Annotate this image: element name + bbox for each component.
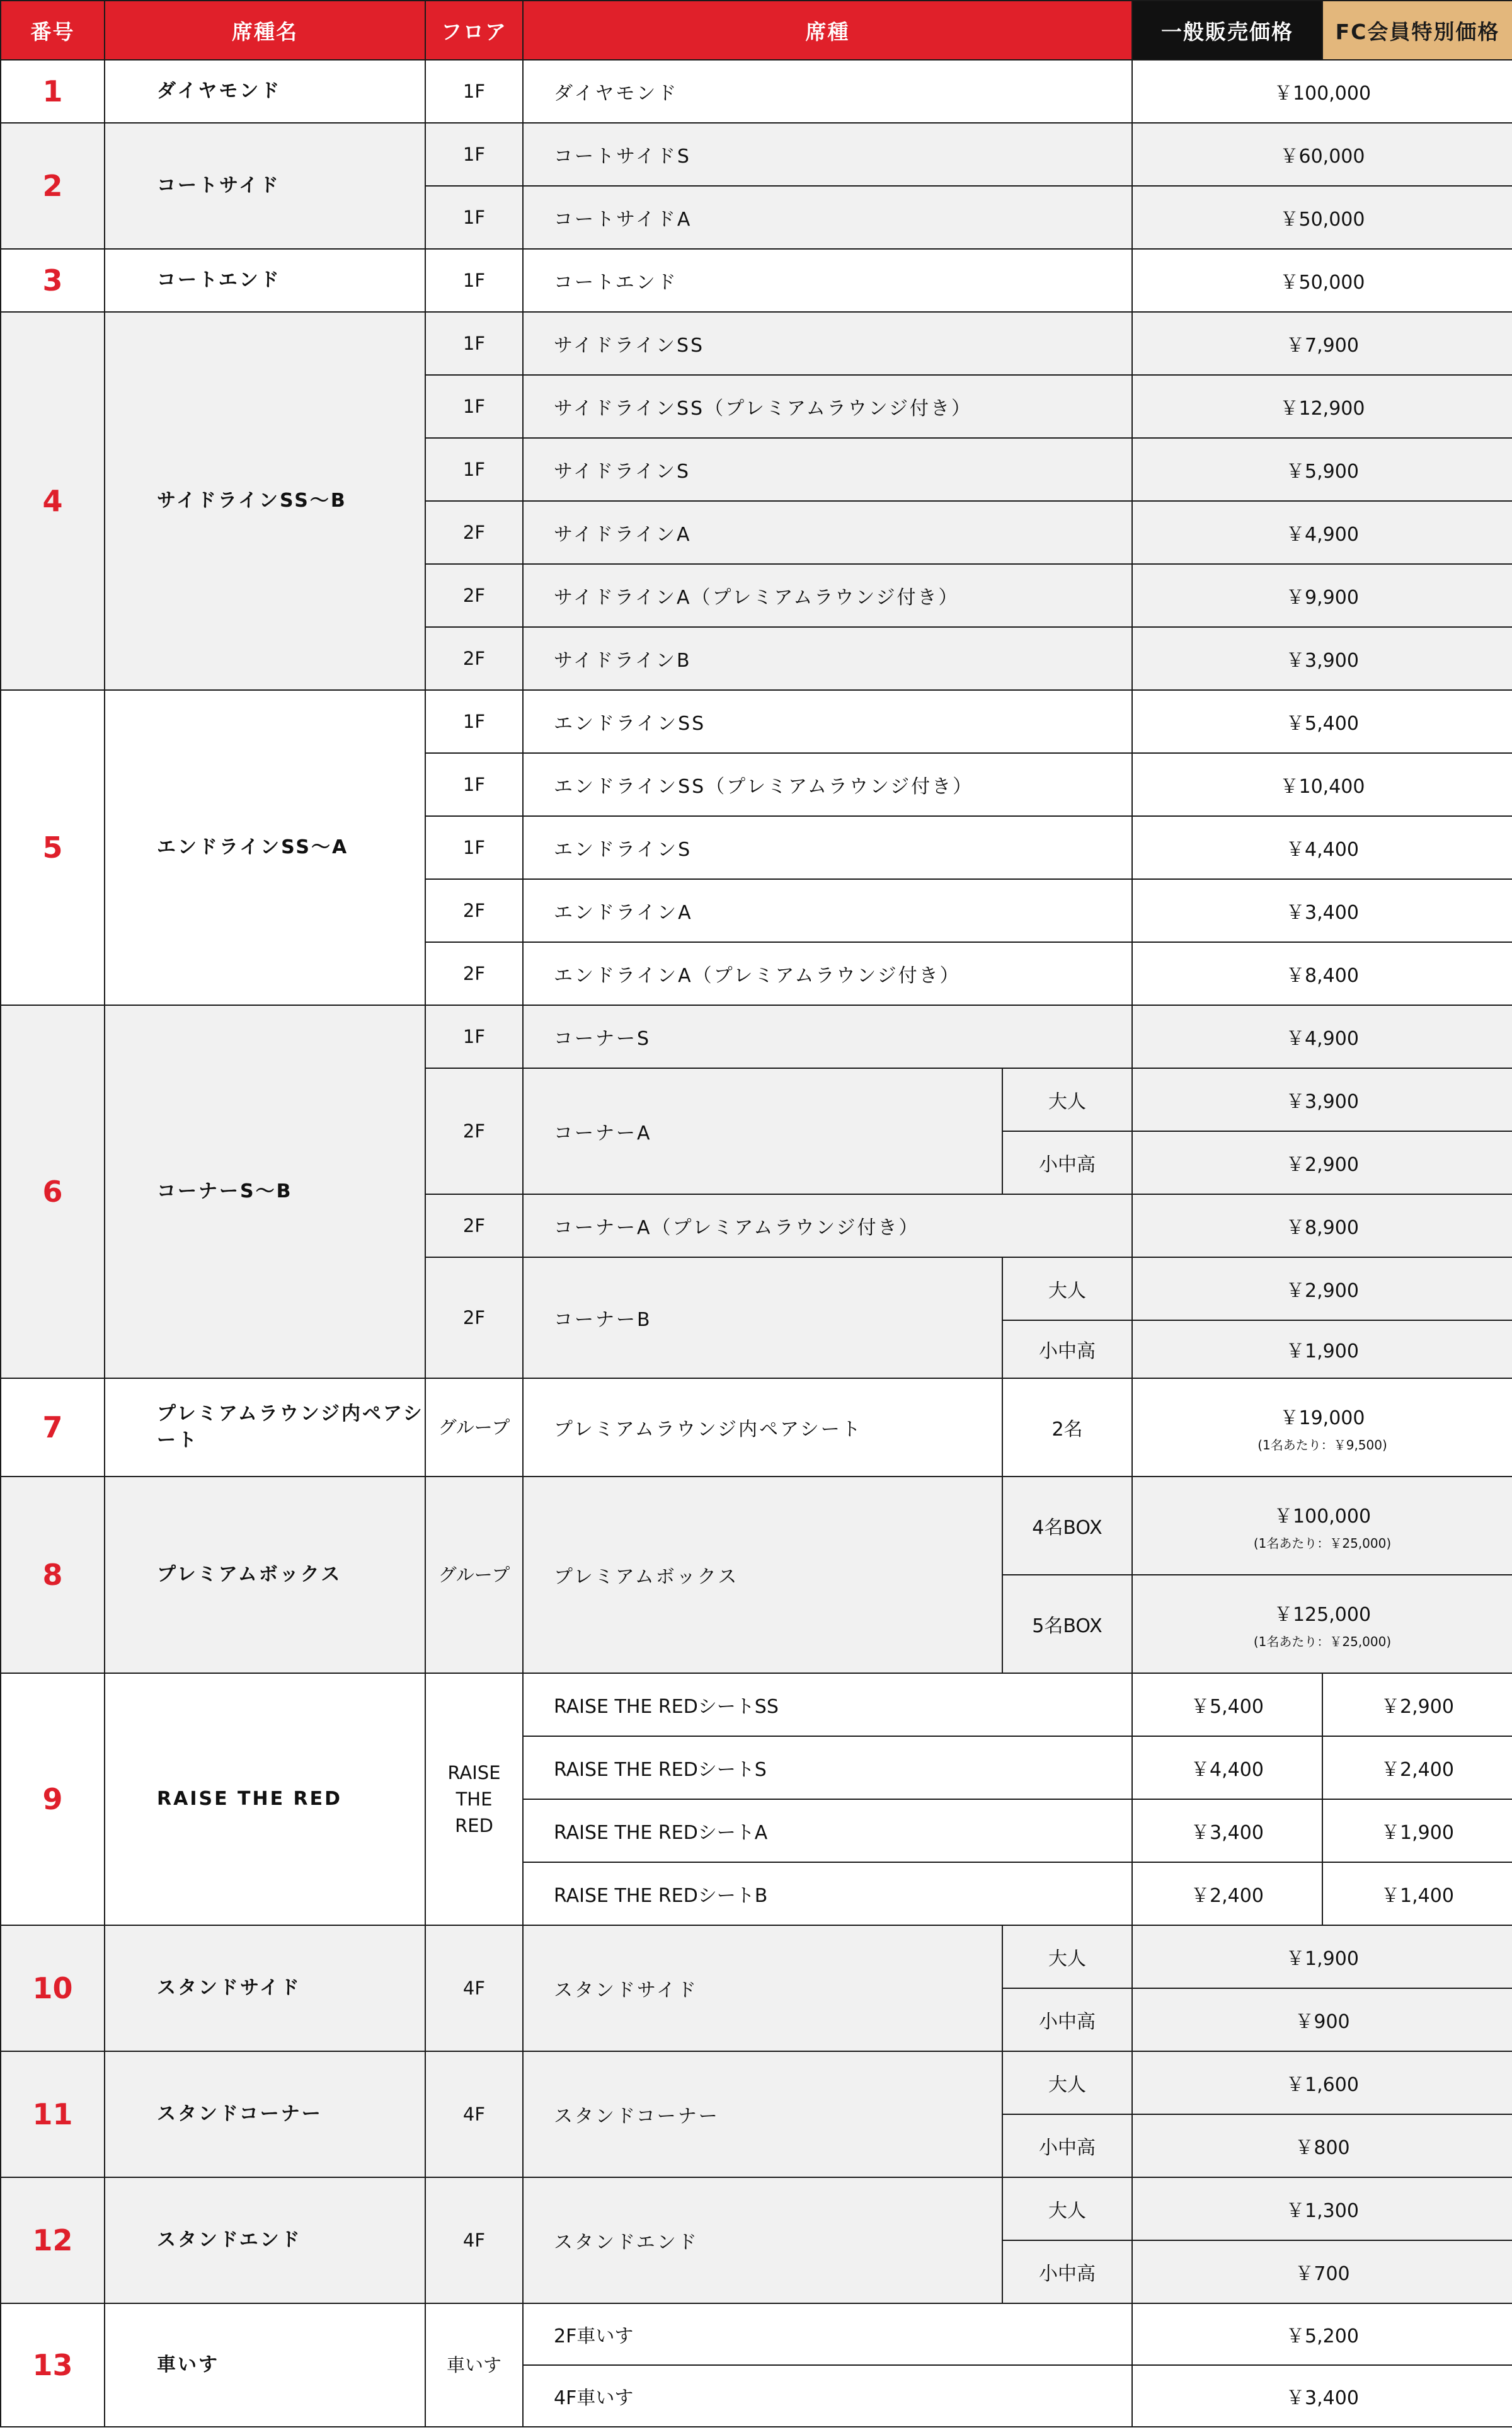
price: ￥100,000 bbox=[1132, 60, 1512, 123]
row-number: 2 bbox=[1, 123, 105, 249]
price: ￥5,400 bbox=[1132, 690, 1512, 753]
seat-type: コーナーA（プレミアムラウンジ付き） bbox=[523, 1194, 1132, 1257]
seat-type: RAISE THE REDシートB bbox=[523, 1862, 1132, 1925]
seat-name: サイドラインSS～B bbox=[105, 312, 425, 690]
group-size: 4名BOX bbox=[1002, 1477, 1132, 1575]
price: ￥12,900 bbox=[1132, 375, 1512, 438]
price: ￥50,000 bbox=[1132, 249, 1512, 312]
floor: 4F bbox=[425, 2051, 523, 2177]
per-person-price: (1名あたり：￥25,000) bbox=[1253, 1633, 1392, 1649]
floor: 車いす bbox=[425, 2303, 523, 2427]
seat-type: スタンドサイド bbox=[523, 1925, 1002, 2051]
table-row bbox=[1, 1477, 1512, 1575]
seat-name: コーナーS～B bbox=[105, 1005, 425, 1378]
seat-type: サイドラインSS（プレミアムラウンジ付き） bbox=[523, 375, 1132, 438]
header-fc-price: FC会員特別価格 bbox=[1322, 1, 1512, 60]
row-number: 12 bbox=[1, 2177, 105, 2303]
table-row bbox=[1, 2051, 1512, 2114]
price: ￥60,000 bbox=[1132, 123, 1512, 186]
price: ￥125,000 bbox=[1273, 1603, 1372, 1626]
floor: 1F bbox=[425, 816, 523, 879]
price: ￥800 bbox=[1132, 2114, 1512, 2177]
row-number: 7 bbox=[1, 1378, 105, 1477]
floor: 1F bbox=[425, 1005, 523, 1068]
table-row bbox=[1, 249, 1512, 312]
row-number: 10 bbox=[1, 1925, 105, 2051]
seat-type: エンドラインS bbox=[523, 816, 1132, 879]
price: ￥4,900 bbox=[1132, 501, 1512, 564]
seat-name: スタンドエンド bbox=[105, 2177, 425, 2303]
header-seat-type: 席種 bbox=[523, 1, 1132, 60]
per-person-price: (1名あたり：￥25,000) bbox=[1253, 1535, 1392, 1551]
seat-type: サイドラインB bbox=[523, 627, 1132, 690]
seat-type: サイドラインA（プレミアムラウンジ付き） bbox=[523, 564, 1132, 627]
price: ￥7,900 bbox=[1132, 312, 1512, 375]
seat-type: コーナーB bbox=[523, 1257, 1002, 1378]
seat-name: ダイヤモンド bbox=[105, 60, 425, 123]
seat-name: コートサイド bbox=[105, 123, 425, 249]
floor: 4F bbox=[425, 2177, 523, 2303]
price: ￥8,400 bbox=[1132, 942, 1512, 1005]
seat-type: エンドラインA bbox=[523, 879, 1132, 942]
seat-name: プレミアムラウンジ内ペアシート bbox=[105, 1378, 425, 1477]
general-price: ￥4,400 bbox=[1132, 1736, 1322, 1799]
table-row bbox=[1, 312, 1512, 375]
row-number: 6 bbox=[1, 1005, 105, 1378]
seat-type: RAISE THE REDシートS bbox=[523, 1736, 1132, 1799]
floor: 2F bbox=[425, 501, 523, 564]
price: ￥5,200 bbox=[1132, 2303, 1512, 2365]
row-number: 1 bbox=[1, 60, 105, 123]
price: ￥9,900 bbox=[1132, 564, 1512, 627]
age-category: 大人 bbox=[1002, 2051, 1132, 2114]
table-row bbox=[1, 690, 1512, 753]
floor: グループ bbox=[425, 1378, 523, 1477]
age-category: 大人 bbox=[1002, 1257, 1132, 1320]
general-price: ￥3,400 bbox=[1132, 1799, 1322, 1862]
age-category: 小中高 bbox=[1002, 1320, 1132, 1378]
floor: 1F bbox=[425, 186, 523, 249]
price: ￥4,400 bbox=[1132, 816, 1512, 879]
floor: 2F bbox=[425, 1194, 523, 1257]
age-category: 小中高 bbox=[1002, 1131, 1132, 1194]
per-person-price: (1名あたり：￥9,500) bbox=[1257, 1437, 1387, 1453]
header-floor: フロア bbox=[425, 1, 523, 60]
floor: 2F bbox=[425, 627, 523, 690]
floor: RAISE THE RED bbox=[425, 1673, 523, 1925]
table-row bbox=[1, 123, 1512, 186]
seat-type: サイドラインSS bbox=[523, 312, 1132, 375]
seat-name: スタンドサイド bbox=[105, 1925, 425, 2051]
floor: 1F bbox=[425, 123, 523, 186]
seat-name: プレミアムボックス bbox=[105, 1477, 425, 1673]
seat-type: コートサイドS bbox=[523, 123, 1132, 186]
price: ￥19,000 bbox=[1280, 1407, 1365, 1429]
floor: 1F bbox=[425, 438, 523, 501]
seat-type: 4F車いす bbox=[523, 2365, 1132, 2427]
seat-type: スタンドコーナー bbox=[523, 2051, 1002, 2177]
row-number: 11 bbox=[1, 2051, 105, 2177]
price: ￥3,900 bbox=[1132, 1068, 1512, 1131]
price: ￥5,900 bbox=[1132, 438, 1512, 501]
row-number: 5 bbox=[1, 690, 105, 1005]
fc-price: ￥2,400 bbox=[1322, 1736, 1512, 1799]
age-category: 小中高 bbox=[1002, 2240, 1132, 2303]
seat-name: RAISE THE RED bbox=[105, 1673, 425, 1925]
seat-type: RAISE THE REDシートA bbox=[523, 1799, 1132, 1862]
floor: 2F bbox=[425, 1068, 523, 1194]
seat-type: プレミアムラウンジ内ペアシート bbox=[523, 1378, 1002, 1477]
table-row bbox=[1, 2303, 1512, 2365]
price: ￥10,400 bbox=[1132, 753, 1512, 816]
age-category: 大人 bbox=[1002, 1068, 1132, 1131]
fc-price: ￥1,900 bbox=[1322, 1799, 1512, 1862]
seat-name: スタンドコーナー bbox=[105, 2051, 425, 2177]
fc-price: ￥2,900 bbox=[1322, 1673, 1512, 1736]
floor: 2F bbox=[425, 564, 523, 627]
table-row bbox=[1, 1673, 1512, 1736]
floor: 1F bbox=[425, 60, 523, 123]
seat-type: エンドラインSS bbox=[523, 690, 1132, 753]
header-general-price: 一般販売価格 bbox=[1132, 1, 1322, 60]
table-row bbox=[1, 1005, 1512, 1068]
seat-type: エンドラインA（プレミアムラウンジ付き） bbox=[523, 942, 1132, 1005]
price: ￥1,900 bbox=[1132, 1925, 1512, 1988]
age-category: 大人 bbox=[1002, 2177, 1132, 2240]
price-cell bbox=[1132, 1575, 1512, 1673]
seat-type: RAISE THE REDシートSS bbox=[523, 1673, 1132, 1736]
seat-type: コートエンド bbox=[523, 249, 1132, 312]
general-price: ￥2,400 bbox=[1132, 1862, 1322, 1925]
header-seat-name: 席種名 bbox=[105, 1, 425, 60]
price: ￥50,000 bbox=[1132, 186, 1512, 249]
row-number: 4 bbox=[1, 312, 105, 690]
floor: グループ bbox=[425, 1477, 523, 1673]
seat-name: 車いす bbox=[105, 2303, 425, 2427]
price-cell bbox=[1132, 1477, 1512, 1575]
row-number: 9 bbox=[1, 1673, 105, 1925]
table-row bbox=[1, 1925, 1512, 1988]
seat-type: 2F車いす bbox=[523, 2303, 1132, 2365]
floor: 2F bbox=[425, 879, 523, 942]
price: ￥900 bbox=[1132, 1988, 1512, 2051]
price: ￥8,900 bbox=[1132, 1194, 1512, 1257]
seat-type: プレミアムボックス bbox=[523, 1477, 1002, 1673]
fc-price: ￥1,400 bbox=[1322, 1862, 1512, 1925]
seat-name: コートエンド bbox=[105, 249, 425, 312]
floor: 1F bbox=[425, 375, 523, 438]
price-cell bbox=[1132, 1378, 1512, 1477]
price: ￥2,900 bbox=[1132, 1257, 1512, 1320]
row-number: 13 bbox=[1, 2303, 105, 2427]
row-number: 8 bbox=[1, 1477, 105, 1673]
seat-type: エンドラインSS（プレミアムラウンジ付き） bbox=[523, 753, 1132, 816]
price: ￥3,900 bbox=[1132, 627, 1512, 690]
seat-type: サイドラインA bbox=[523, 501, 1132, 564]
seat-name: エンドラインSS～A bbox=[105, 690, 425, 1005]
floor: 2F bbox=[425, 1257, 523, 1378]
age-category: 小中高 bbox=[1002, 1988, 1132, 2051]
header-row bbox=[1, 1, 1512, 60]
floor: 1F bbox=[425, 312, 523, 375]
table-row bbox=[1, 60, 1512, 123]
price: ￥4,900 bbox=[1132, 1005, 1512, 1068]
group-size: 2名 bbox=[1002, 1378, 1132, 1477]
price: ￥3,400 bbox=[1132, 879, 1512, 942]
floor: 1F bbox=[425, 249, 523, 312]
header-number: 番号 bbox=[1, 1, 105, 60]
price: ￥1,300 bbox=[1132, 2177, 1512, 2240]
price: ￥1,600 bbox=[1132, 2051, 1512, 2114]
price: ￥2,900 bbox=[1132, 1131, 1512, 1194]
floor: 1F bbox=[425, 690, 523, 753]
seat-type: ダイヤモンド bbox=[523, 60, 1132, 123]
seat-type: コーナーA bbox=[523, 1068, 1002, 1194]
age-category: 大人 bbox=[1002, 1925, 1132, 1988]
price: ￥1,900 bbox=[1132, 1320, 1512, 1378]
seat-type: スタンドエンド bbox=[523, 2177, 1002, 2303]
row-number: 3 bbox=[1, 249, 105, 312]
seat-type: コーナーS bbox=[523, 1005, 1132, 1068]
general-price: ￥5,400 bbox=[1132, 1673, 1322, 1736]
seat-type: サイドラインS bbox=[523, 438, 1132, 501]
table-row bbox=[1, 2177, 1512, 2240]
floor: 2F bbox=[425, 942, 523, 1005]
price: ￥3,400 bbox=[1132, 2365, 1512, 2427]
price: ￥700 bbox=[1132, 2240, 1512, 2303]
seat-type: コートサイドA bbox=[523, 186, 1132, 249]
floor: 1F bbox=[425, 753, 523, 816]
group-size: 5名BOX bbox=[1002, 1575, 1132, 1673]
price: ￥100,000 bbox=[1273, 1505, 1372, 1528]
age-category: 小中高 bbox=[1002, 2114, 1132, 2177]
table-row bbox=[1, 1378, 1512, 1477]
floor: 4F bbox=[425, 1925, 523, 2051]
